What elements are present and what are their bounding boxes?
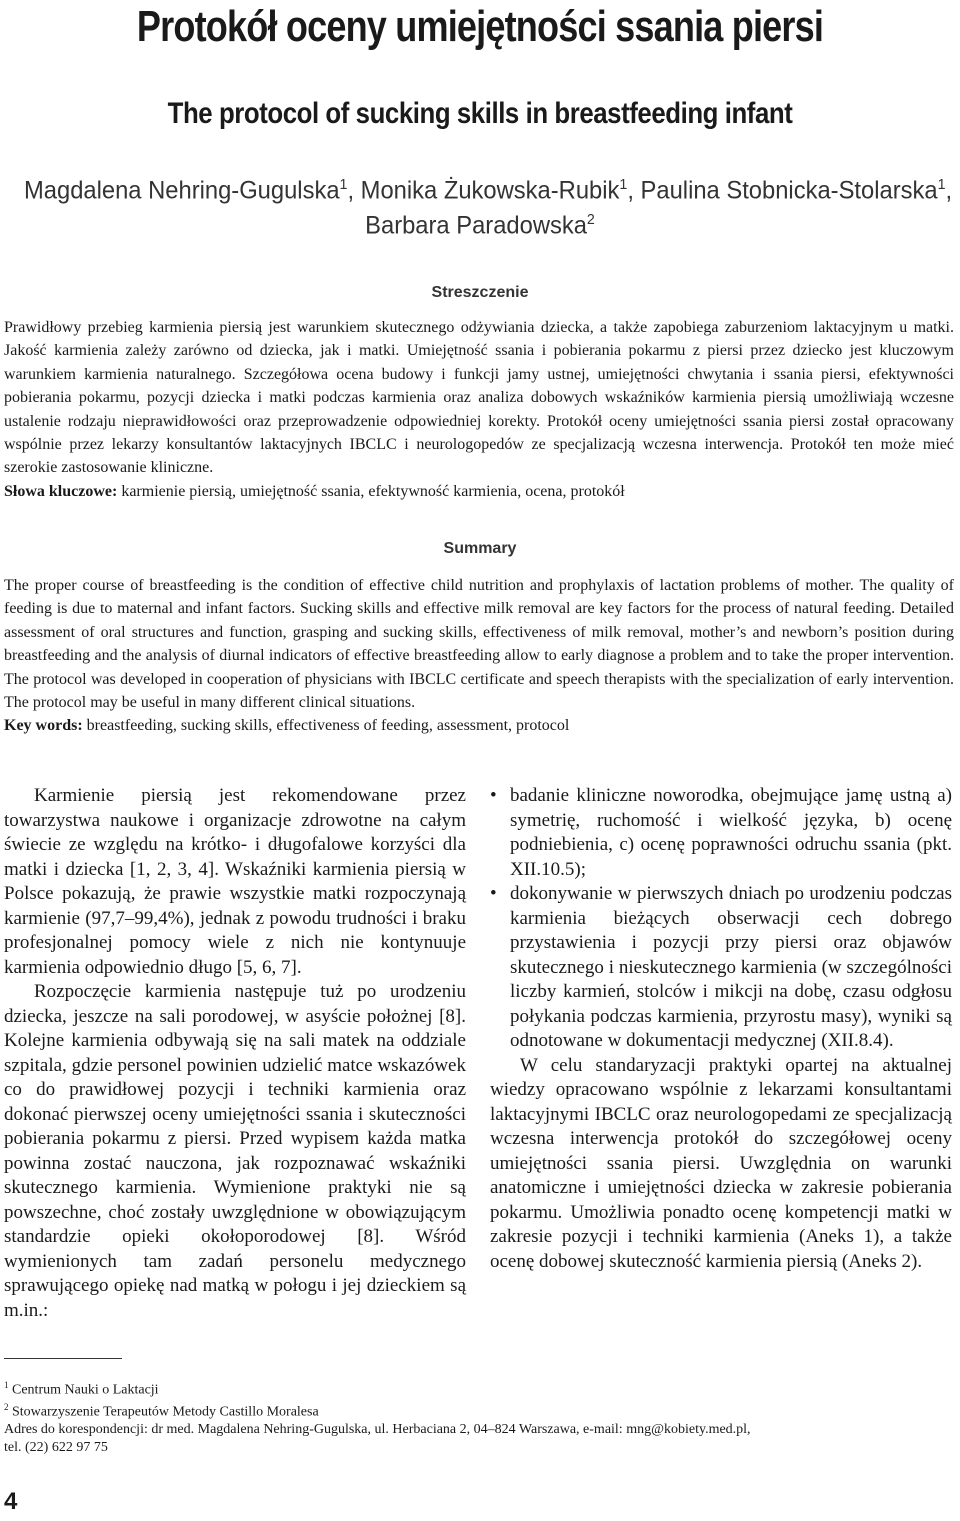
author-separator: , bbox=[945, 176, 953, 205]
affiliation-mark: 2 bbox=[586, 211, 595, 229]
author-name: Paulina Stobnicka-Stolarska bbox=[640, 176, 938, 205]
author-separator: , bbox=[627, 176, 641, 205]
affiliation-mark: 1 bbox=[339, 176, 348, 193]
correspondence-phone: tel. (22) 622 97 75 bbox=[4, 1439, 108, 1455]
author-line-1 bbox=[24, 170, 953, 205]
footnote-mark: 2 bbox=[4, 1402, 9, 1413]
summary-text: The proper course of breastfeeding is the condition of effective child nutrition and prophylaxis of lactation problems of mother. The quality of feeding is due to maternal and infant factors. Sucking skills and effective milk removal are key factors for the process of natural feeding. Detailed assessment of oral structures and function, grasping and sucking skills, effectiveness of milk removal, mother’s and newborn’s position during breastfeeding and the analysis of diurnal indicators of effective breastfeeding allow to early diagnose a problem and to take the proper intervention. The protocol was developed in cooperation of physicians with IBCLC certificate and speech therapists with the specialization of early intervention. The protocol may be useful in many different clinical situations. bbox=[4, 577, 954, 712]
list-item: • dokonywanie w pierwszych dniach po urodzeniu podczas karmienia bieżących obserwacji cech dobrego przystawienia i pozycji przy piersi oraz objawów skutecznego i nieskutecznego karmienia (w szczególności liczby karmień, stolców i mikcji na dobę, czasu odgłosu połykania podczas karmienia, przyrostu masy), wyniki są odnotowane w dokumentacji medycznej (XII.8.4). bbox=[490, 882, 952, 1054]
body-paragraph: Karmienie piersią jest rekomendowane przez towarzystwa naukowe i organizacje zdrowotne na całym świecie ze względu na krótko- i długofalowe korzyści dla matki i dziecka [1, 2, 3, 4]. Wskaźniki karmienia piersią w Polsce pokazują, że prawie wszystkie matki rozpoczynają karmienie (97,7–99,4%), jednak z powodu trudności i braku profesjonalnej pomocy wiele z nich nie kontynuuje karmienia odpowiednio długo [5, 6, 7]. bbox=[4, 785, 466, 978]
author-name: Magdalena Nehring-Gugulska bbox=[24, 176, 340, 205]
list-item: • badanie kliniczne noworodka, obejmujące jamę ustną a) symetrię, ruchomość i wielkość języka, b) ocenę podniebienia, c) ocenę poprawności odruchu ssania (pkt. XII.10.5); bbox=[490, 784, 952, 882]
paper-title: Protokół oceny umiejętności ssania piersi bbox=[136, 2, 824, 51]
summary-heading: Summary bbox=[443, 540, 517, 557]
summary-abstract bbox=[4, 574, 954, 738]
keywords-text: breastfeeding, sucking skills, effectiveness of feeding, assessment, protocol bbox=[82, 717, 570, 735]
affiliation-mark: 1 bbox=[937, 176, 946, 193]
streszczenie-text: Prawidłowy przebieg karmienia piersią jest warunkiem skutecznego odżywiania dziecka, a także zapobiega zaburzeniom laktacyjnym u matki. Jakość karmienia zależy zarówno od dziecka, jak i matki. Umiejętność ssania i pobierania pokarmu z piersi przez dziecko jest kluczowym warunkiem karmienia naturalnego. Szczegółowa ocena budowy i funkcji jamy ustnej, umiejętności chwytania i ssania piersi, efektywności pobierania pokarmu, pozycji dziecka i matki podczas karmienia oraz analiza dobowych wskaźników karmienia piersią umożliwiają wczesne ustalenie rodzaju nieprawidłowości oraz przeprowadzenie odpowiedniej korekty. Protokół oceny umiejętności ssania piersi został opracowany wspólnie przez lekarzy konsultantów laktacyjnych IBCLC i neurologopedów ze specjalizacją wczesna interwencja. Protokół ten może mieć szerokie zastosowanie kliniczne. bbox=[4, 319, 954, 477]
body-paragraph: W celu standaryzacji praktyki opartej na aktualnej wiedzy opracowano wspólnie z lekarzami konsultantami laktacyjnymi IBCLC oraz neurologopedami ze specjalizacją wczesna interwencja protokół do szczegółowej oceny umiejętności ssania piersi. Uwzględnia on warunki anatomiczne i umiejętności dziecka w zakresie pobierania pokarmu. Umożliwia ponadto ocenę kompetencji matki w zakresie pozycji i techniki karmienia (Aneks 1), a także ocenę dobowej skuteczność karmienia piersią (Aneks 2). bbox=[490, 1054, 952, 1272]
body-column-left bbox=[4, 784, 466, 1323]
keywords-text: karmienie piersią, umiejętność ssania, efektywność karmienia, ocena, protokół bbox=[117, 482, 625, 500]
footnote-text: Stowarzyszenie Terapeutów Metody Castillo Moralesa bbox=[8, 1404, 319, 1420]
footnotes bbox=[4, 1377, 934, 1456]
page-number: 4 bbox=[4, 1488, 18, 1515]
task-list bbox=[490, 784, 952, 1054]
author-line-2 bbox=[24, 205, 936, 240]
footnote-2 bbox=[4, 1399, 934, 1421]
streszczenie-keywords bbox=[4, 483, 625, 500]
author-list bbox=[0, 170, 960, 241]
author-separator: , bbox=[347, 176, 361, 205]
correspondence-address: Adres do korespondencji: dr med. Magdalena Nehring-Gugulska, ul. Herbaciana 2, 04–824 Warszawa, e-mail: mng@kobiety.med.pl, bbox=[4, 1422, 751, 1438]
footnote-divider bbox=[4, 1358, 122, 1359]
affiliation-mark: 1 bbox=[619, 176, 628, 193]
paper-subtitle: The protocol of sucking skills in breastfeeding infant bbox=[167, 97, 793, 130]
keywords-label: Słowa kluczowe: bbox=[4, 482, 118, 500]
body-paragraph: Rozpoczęcie karmienia następuje tuż po urodzeniu dziecka, jeszcze na sali porodowej, w asyście położnej [8]. Kolejne karmienia odbywają się na sali matek na oddziale szpitala, gdzie personel powinien udzielić matce wskazówek co do prawidłowej pozycji i techniki karmienia oraz dokonać pierwszej oceny umiejętności ssania i skuteczności pobierania pokarmu z piersi. Przed wypisem każda matka powinna zostać nauczona, jak rozpoznawać wskaźniki skutecznego karmienia. Wymienione praktyki nie są powszechne, choć zostały uwzględnione w obowiązującym standardzie opieki okołoporodowej [8]. Wśród wymienionych tam zadań personelu medycznego sprawującego opiekę nad matką w połogu i jej dzieckiem są m.in.: bbox=[4, 981, 466, 1321]
streszczenie-heading: Streszczenie bbox=[431, 284, 529, 301]
summary-keywords bbox=[4, 717, 569, 734]
body-column-right bbox=[490, 784, 952, 1274]
footnote-text: Centrum Nauki o Laktacji bbox=[8, 1382, 159, 1398]
author-name: Monika Żukowska-Rubik bbox=[360, 176, 620, 205]
footnote-mark: 1 bbox=[4, 1380, 9, 1390]
footnote-1 bbox=[4, 1377, 934, 1399]
author-name: Barbara Paradowska bbox=[365, 211, 587, 240]
keywords-label: Key words: bbox=[4, 717, 83, 735]
streszczenie-abstract bbox=[4, 316, 954, 503]
